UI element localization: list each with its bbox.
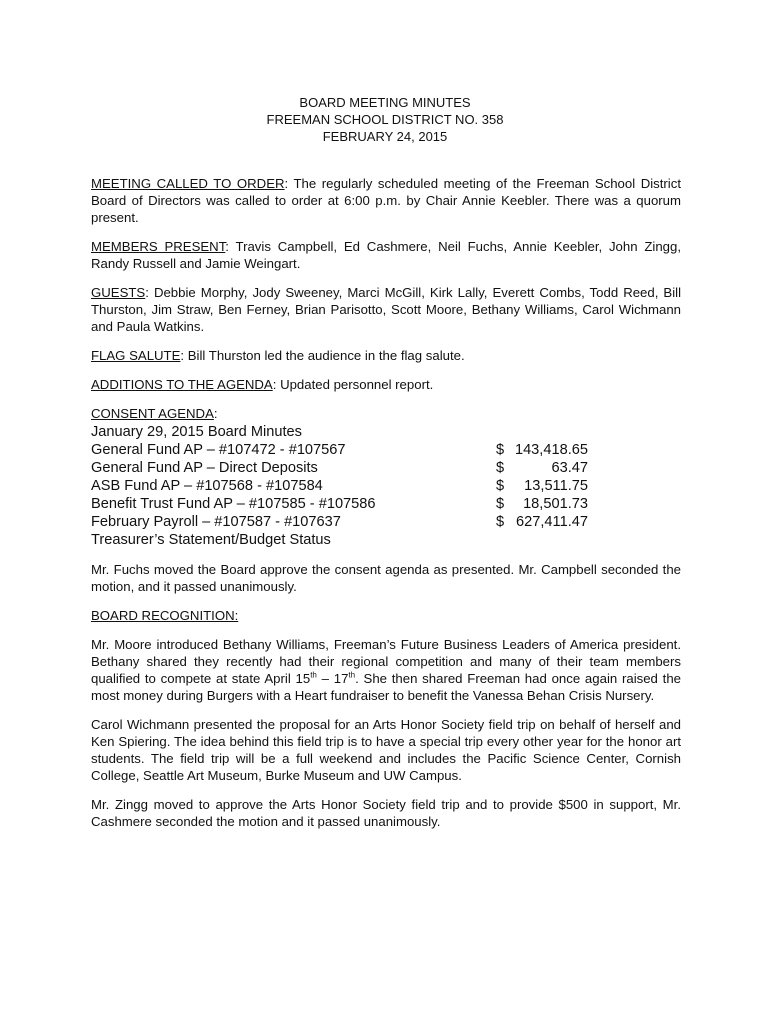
paragraph-text: – 17: [316, 671, 349, 686]
section-heading: GUESTS: [91, 285, 146, 300]
section-heading: ADDITIONS TO THE AGENDA: [91, 377, 273, 392]
header-title: BOARD MEETING MINUTES: [299, 95, 471, 110]
section-heading: CONSENT AGENDA: [91, 406, 214, 421]
consent-item-label: ASB Fund AP – #107568 - #107584: [91, 478, 323, 494]
consent-item-dollar: $: [496, 460, 505, 476]
consent-item-dollar: $: [496, 514, 505, 530]
section-text: The regularly scheduled meeting of the Freeman School District Board of Directors was called to order at 6:00 p.m. by Chair Annie Keebler. There was a quorum present.: [91, 176, 681, 225]
consent-item-amount: [510, 423, 588, 441]
superscript: th: [348, 670, 356, 680]
section-guests: GUESTS: Debbie Morphy, Jody Sweeney, Marci McGill, Kirk Lally, Everett Combs, Todd Reed, Bill Thurston, Jim Straw, Ben Ferney, Brian Parisotto, Scott Moore, Bethany Williams, Carol Wichmann and Paula Watkins.: [91, 285, 682, 334]
header-date: FEBRUARY 24, 2015: [322, 129, 448, 144]
consent-item-amount: 63.47: [551, 460, 588, 476]
consent-item: [91, 513, 681, 531]
consent-item-dollar: [496, 423, 510, 441]
consent-item-label: General Fund AP – #107472 - #107567: [91, 442, 346, 458]
paragraph-text: Mr. Moore introduced Bethany Williams, Freeman’s Future Business Leaders of America president. Bethany shared they recently had their regional competition and many of their team members qualified to compete at state April 15: [91, 637, 681, 686]
section-heading: FLAG SALUTE: [91, 348, 181, 363]
consent-item: [91, 477, 681, 495]
section-flag-salute: FLAG SALUTE: Bill Thurston led the audience in the flag salute.: [91, 348, 465, 363]
consent-item-dollar: $: [496, 478, 505, 494]
consent-item-label: February Payroll – #107587 - #107637: [91, 514, 341, 530]
section-text: Debbie Morphy, Jody Sweeney, Marci McGill, Kirk Lally, Everett Combs, Todd Reed, Bill Thurston, Jim Straw, Ben Ferney, Brian Parisotto, Scott Moore, Bethany Williams, Carol Wichmann and Paula Watkins.: [91, 285, 682, 334]
section-members-present: MEMBERS PRESENT: Travis Campbell, Ed Cashmere, Neil Fuchs, Annie Keebler, John Zingg, Randy Russell and Jamie Weingart.: [91, 239, 681, 271]
consent-item: [91, 441, 681, 459]
section-consent-agenda: [91, 405, 681, 549]
consent-item-amount: 18,501.73: [523, 496, 588, 512]
consent-item-dollar: $: [496, 442, 505, 458]
consent-item-amount: 13,511.75: [524, 478, 588, 494]
document-body: [91, 175, 681, 842]
consent-item-amount: 627,411.47: [516, 514, 588, 530]
section-called-to-order: MEETING CALLED TO ORDER: The regularly scheduled meeting of the Freeman School District Board of Directors was called to order at 6:00 p.m. by Chair Annie Keebler. There was a quorum present.: [91, 176, 681, 225]
recognition-paragraph-motion: Mr. Zingg moved to approve the Arts Honor Society field trip and to provide $500 in support, Mr. Cashmere seconded the motion and it passed unanimously.: [91, 797, 681, 829]
section-board-recognition-heading: [91, 607, 681, 624]
consent-item: [91, 459, 681, 477]
consent-item-label: January 29, 2015 Board Minutes: [91, 424, 302, 440]
consent-item-dollar: $: [496, 496, 505, 512]
consent-item-dollar: [496, 531, 510, 549]
section-text: Bill Thurston led the audience in the flag salute.: [187, 348, 465, 363]
consent-item-amount: [510, 531, 588, 549]
consent-item-amount: 143,418.65: [514, 442, 588, 458]
consent-item-label: Treasurer’s Statement/Budget Status: [91, 532, 331, 548]
consent-item-label: Benefit Trust Fund AP – #107585 - #107586: [91, 496, 376, 512]
consent-item-label: General Fund AP – Direct Deposits: [91, 460, 318, 476]
recognition-paragraph-arts-trip: Carol Wichmann presented the proposal for an Arts Honor Society field trip on behalf of herself and Ken Spiering. The idea behind this field trip is to have a special trip every other year for the honor art students. The field trip will be a full weekend and includes the Pacific Science Center, Cornish College, Seattle Art Museum, Burke Museum and UW Campus.: [91, 717, 681, 783]
consent-heading-line: CONSENT AGENDA:: [91, 406, 218, 421]
recognition-paragraph-fbla: [91, 636, 681, 704]
consent-item: [91, 495, 681, 513]
consent-motion: Mr. Fuchs moved the Board approve the consent agenda as presented. Mr. Campbell seconded the motion, and it passed unanimously.: [91, 562, 681, 594]
section-text: Updated personnel report.: [280, 377, 434, 392]
section-heading: BOARD RECOGNITION:: [91, 608, 239, 623]
section-heading: MEMBERS PRESENT: [91, 239, 226, 254]
section-text: Travis Campbell, Ed Cashmere, Neil Fuchs, Annie Keebler, John Zingg, Randy Russell and Jamie Weingart.: [91, 239, 681, 271]
section-heading: MEETING CALLED TO ORDER: [91, 176, 285, 191]
header-district: FREEMAN SCHOOL DISTRICT NO. 358: [266, 112, 504, 127]
superscript: th: [310, 670, 317, 680]
consent-item: [91, 531, 681, 549]
section-additions: ADDITIONS TO THE AGENDA: Updated personnel report.: [91, 377, 434, 392]
paragraph-text: . She then shared Freeman had once again raised the most money during Burgers with a Heart fundraiser to benefit the Vanessa Behan Crisis Nursery.: [91, 671, 681, 703]
consent-item: [91, 423, 681, 441]
document-header: [0, 94, 770, 145]
